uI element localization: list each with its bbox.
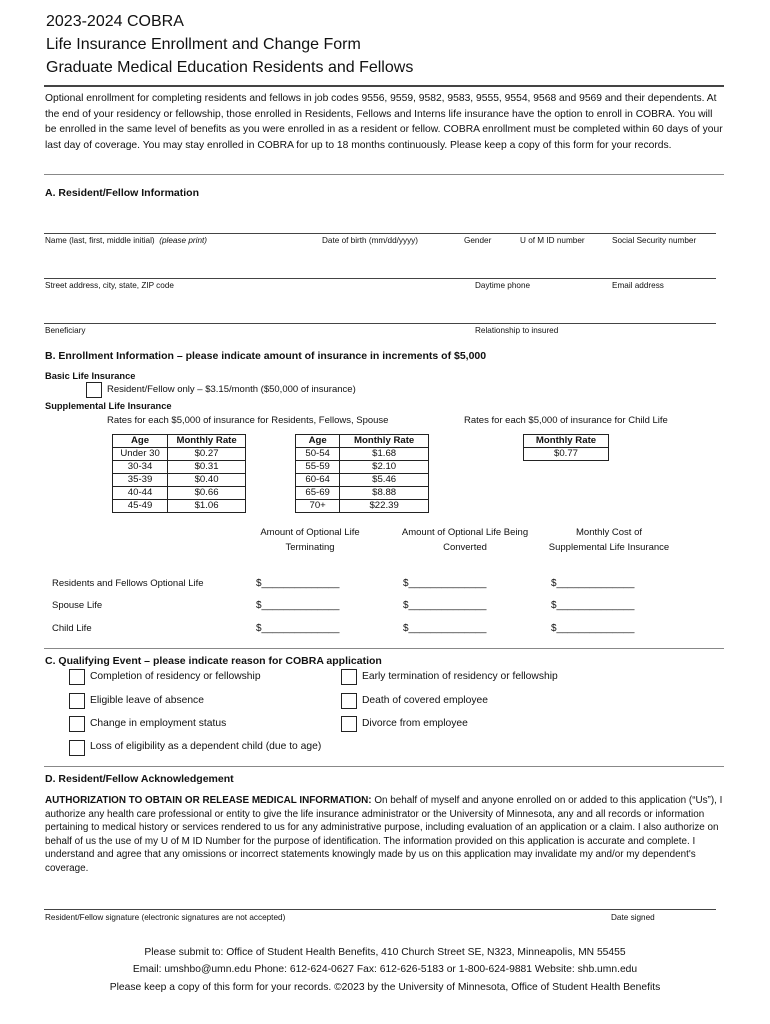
- email-label: Email address: [612, 281, 664, 290]
- beneficiary-field[interactable]: [44, 304, 716, 322]
- col-converted-header: Amount of Optional Life Being Converted: [401, 527, 529, 553]
- intro-divider: [44, 174, 724, 175]
- form-title: Life Insurance Enrollment and Change Form: [46, 36, 361, 53]
- signature-line: [44, 909, 716, 910]
- rates-left-caption: Rates for each $5,000 of insurance for Residents, Fellows, Spouse: [107, 415, 389, 426]
- form-year-title: 2023-2024 COBRA: [46, 13, 184, 30]
- footer-submit-address: Please submit to: Office of Student Health Benefits, 410 Church Street SE, N323, Minneapolis, MN 55455: [144, 947, 626, 958]
- row-label-child: Child Life: [52, 623, 92, 634]
- rates-right-caption: Rates for each $5,000 of insurance for Child Life: [464, 415, 668, 426]
- signature-label: Resident/Fellow signature (electronic signatures are not accepted): [45, 913, 286, 922]
- leave-of-absence-checkbox[interactable]: [69, 693, 85, 709]
- table-row: 55-59 $2.10: [296, 461, 429, 474]
- address-label: Street address, city, state, ZIP code: [45, 281, 174, 290]
- relationship-label: Relationship to insured: [475, 326, 559, 335]
- rate-header: Monthly Rate: [340, 435, 429, 448]
- row-label-spouse: Spouse Life: [52, 600, 103, 611]
- dob-label: Date of birth (mm/dd/yyyy): [322, 236, 418, 245]
- monthly-cost-child[interactable]: $______________: [551, 623, 635, 634]
- supplemental-life-title: Supplemental Life Insurance: [45, 401, 172, 411]
- dependent-loss-checkbox[interactable]: [69, 740, 85, 756]
- umid-label: U of M ID number: [520, 236, 585, 245]
- section-c-title: C. Qualifying Event – please indicate reason for COBRA application: [45, 655, 382, 667]
- table-row: 60-64 $5.46: [296, 474, 429, 487]
- divorce-checkbox[interactable]: [341, 716, 357, 732]
- address-field[interactable]: [44, 259, 716, 277]
- completion-label: Completion of residency or fellowship: [90, 671, 261, 682]
- table-row: $0.77: [524, 448, 609, 461]
- table-row: 30-34 $0.31: [113, 461, 246, 474]
- monthly-cost-residents[interactable]: $______________: [551, 578, 635, 589]
- table-row: 45-49 $1.06: [113, 500, 246, 513]
- table-row: Under 30 $0.27: [113, 448, 246, 461]
- col-terminating-header: Amount of Optional Life Terminating: [260, 527, 360, 553]
- section-a-title: A. Resident/Fellow Information: [45, 187, 200, 199]
- employment-change-checkbox[interactable]: [69, 716, 85, 732]
- completion-checkbox[interactable]: [69, 669, 85, 685]
- employment-change-label: Change in employment status: [90, 718, 227, 729]
- rates-table-50-plus: [295, 434, 429, 513]
- amount-terminating-child[interactable]: $______________: [256, 623, 340, 634]
- form-subtitle: Graduate Medical Education Residents and Fellows: [46, 59, 414, 76]
- phone-label: Daytime phone: [475, 281, 531, 290]
- signature-field[interactable]: [44, 890, 716, 908]
- name-field[interactable]: [44, 214, 716, 232]
- amount-converted-spouse[interactable]: $______________: [403, 600, 487, 611]
- beneficiary-label: Beneficiary: [45, 326, 86, 335]
- rate-header: Monthly Rate: [168, 435, 246, 448]
- divorce-label: Divorce from employee: [362, 718, 468, 729]
- monthly-cost-spouse[interactable]: $______________: [551, 600, 635, 611]
- amount-terminating-spouse[interactable]: $______________: [256, 600, 340, 611]
- rate-header: Monthly Rate: [524, 435, 609, 448]
- footer-contact: Email: umshbo@umn.edu Phone: 612-624-0627 Fax: 612-626-5183 or 1-800-624-9881 Website: shb.umn.edu: [132, 964, 638, 975]
- header-divider: [44, 85, 724, 87]
- death-checkbox[interactable]: [341, 693, 357, 709]
- table-row: 35-39 $0.40: [113, 474, 246, 487]
- intro-paragraph: Optional enrollment for completing residents and fellows in job codes 9556, 9559, 9582, 9583, 9555, 9554, 9568 and 9569 and their dependents. At the end of your residency or fellowship, those enrolled in Residents, Fellows and Interns life insurance have the option to enroll in COBRA. You will be enrolled in the same level of benefits as you were enrolled in as a resident or fellow. COBRA enrollment must be completed within 60 days of your last day of coverage. You may stay enrolled in COBRA for up to 18 months continuously. Please keep a copy of this form for your records.: [45, 93, 723, 151]
- ssn-label: Social Security number: [612, 236, 697, 245]
- gender-label: Gender: [464, 236, 492, 245]
- row-label-residents: Residents and Fellows Optional Life: [52, 578, 204, 589]
- age-header: Age: [296, 435, 340, 448]
- amount-converted-child[interactable]: $______________: [403, 623, 487, 634]
- col-monthly-cost-header: Monthly Cost of Supplemental Life Insurance: [548, 527, 670, 553]
- early-termination-label: Early termination of residency or fellowship: [362, 671, 558, 682]
- name-label: Name (last, first, middle initial) (please print): [45, 236, 208, 245]
- amount-converted-residents[interactable]: $______________: [403, 578, 487, 589]
- age-header: Age: [113, 435, 168, 448]
- authorization-paragraph: AUTHORIZATION TO OBTAIN OR RELEASE MEDICAL INFORMATION: On behalf of myself and anyone enrolled on or added to this application (“Us”), I authorize any health care professional or entity to give the life insurance administrator or the University of Minnesota, any and all records or information pertaining to medical history or services rendered to us for any administrative purpose, including evaluation of an application or a claim. I also authorize on behalf of us the use of my U of M ID Number for the purpose of identification. The information provided on this application is accurate and complete. I understand and agree that any omissions or incorrect statements knowingly made by us on this application may invalidate my and/or my dependent's coverage.: [45, 795, 723, 874]
- early-termination-checkbox[interactable]: [341, 669, 357, 685]
- death-label: Death of covered employee: [362, 695, 488, 706]
- leave-of-absence-label: Eligible leave of absence: [90, 695, 204, 706]
- footer-copyright: Please keep a copy of this form for your records. ©2023 by the University of Minnesota, Office of Student Health Benefits: [109, 982, 661, 993]
- dependent-loss-label: Loss of eligibility as a dependent child (due to age): [90, 741, 322, 752]
- date-signed-label: Date signed: [611, 913, 655, 922]
- basic-life-option-label: Resident/Fellow only – $3.15/month ($50,000 of insurance): [107, 384, 356, 395]
- table-row: 70+ $22.39: [296, 500, 429, 513]
- section-b-title: B. Enrollment Information – please indicate amount of insurance in increments of $5,000: [45, 350, 487, 362]
- section-c-divider: [44, 766, 724, 767]
- row3-line: [44, 323, 716, 324]
- table-row: 40-44 $0.66: [113, 487, 246, 500]
- basic-life-checkbox[interactable]: [86, 382, 102, 398]
- row2-line: [44, 278, 716, 279]
- basic-life-title: Basic Life Insurance: [45, 371, 136, 381]
- section-d-title: D. Resident/Fellow Acknowledgement: [45, 773, 234, 785]
- row1-line: [44, 233, 716, 234]
- rates-table-under-50: [112, 434, 246, 513]
- rates-table-child: [523, 434, 609, 461]
- section-b-divider: [44, 648, 724, 649]
- table-row: 50-54 $1.68: [296, 448, 429, 461]
- table-row: 65-69 $8.88: [296, 487, 429, 500]
- amount-terminating-residents[interactable]: $______________: [256, 578, 340, 589]
